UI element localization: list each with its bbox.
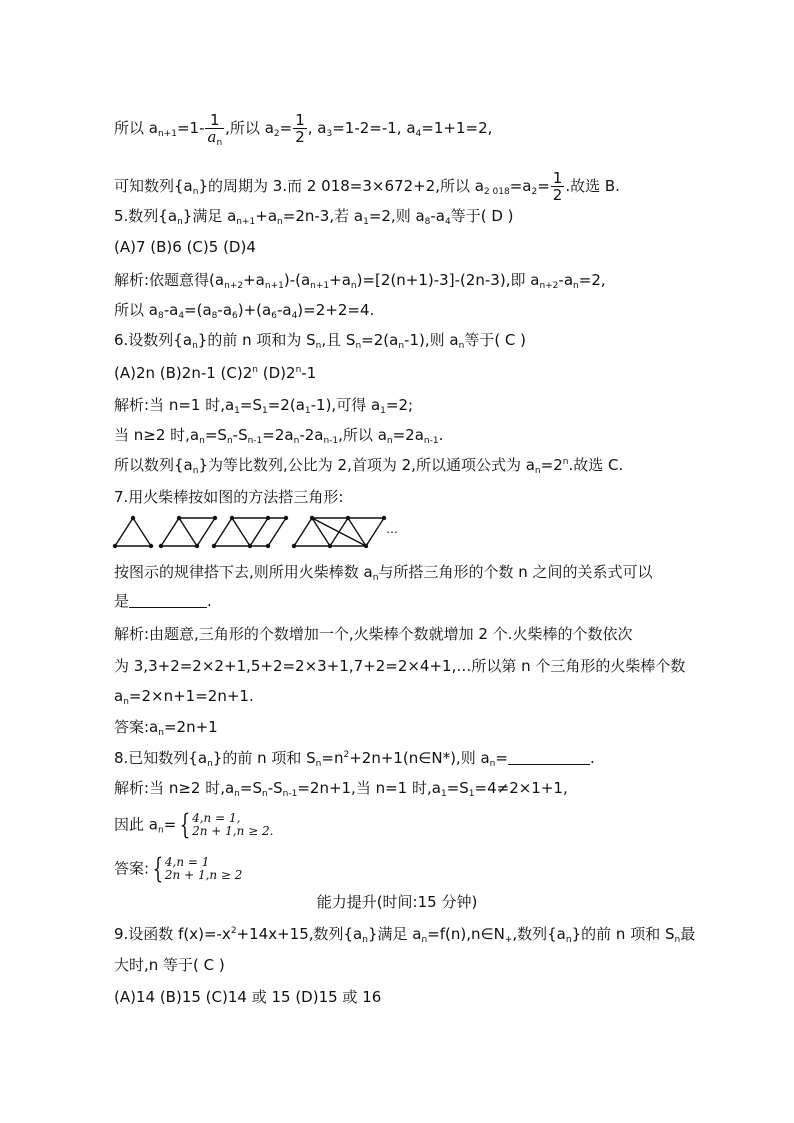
options-9: (A)14 (B)15 (C)14 或 15 (D)15 或 16 [114, 988, 382, 1006]
solution-line: 所以数列$\{a_n\}$为等比数列,公比为 2,首项为 2,所以通项公式为 $a_n=2^n$.故选 C. [114, 456, 624, 476]
question-7: 7.用火柴棒按如图的方法搭三角形: [114, 488, 344, 506]
triangle-row-3 [214, 518, 286, 546]
solution-line: 解析:由题意,三角形的个数增加一个,火柴棒个数就增加 2 个.火柴棒的个数依次 [114, 625, 633, 643]
options-5: (A)7 (B)6 (C)5 (D)4 [114, 238, 256, 256]
question-6: 6.设数列$\{a_n\}$的前 n 项和为 $S_n$,且 $S_n=2(a_n-1)$,则 $a_n$等于( C ) [114, 331, 527, 351]
solution-line: 为 3,3+2=2×2+1,5+2=2×3+1,7+2=2×4+1,…所以第 n 个三角形的火柴棒个数 [114, 657, 686, 675]
triangle-row-4 [294, 518, 384, 546]
solution-line: 解析:依题意得$(a_{n+2}+a_{n+1})-(a_{n+1}+a_n)=[2(n+1)-3]-(2n-3)$,即 $a_{n+2}-a_n=2$, [114, 271, 606, 291]
text-line: 可知数列$\{a_n\}$的周期为 3.而 2 018=3×672+2,所以 $a_{2 018}=a_2=$ $\frac{1}{2}$ .故选 B. [114, 169, 620, 204]
answer-blank[interactable] [508, 750, 590, 765]
brace: { [152, 852, 164, 885]
answer-blank[interactable] [129, 593, 207, 608]
question-9: 9.设函数 $f(x)=-x^2+14x+15$,数列$\{a_n\}$满足 $a_n=f(n),n\in N_+$,数列$\{a_n\}$的前 n 项和 $S_n$最 [114, 925, 696, 945]
question-7-blank-line: 是 . [114, 592, 212, 610]
ellipsis: … [386, 522, 398, 536]
solution-line: $a_n=2\times n+1=2n+1$. [114, 687, 254, 707]
answer-line-cases: 答案: { 4,n = 1 2n + 1,n ≥ 2 [114, 852, 243, 885]
text-line: 所以 $a_{n+1}=1-$ $\frac{1}{a_n}$ ,所以 $a_2=$ $\frac{1}{2}$ , $a_3=1-2=-1$, $a_4=1+1=2$, [114, 111, 493, 148]
question-7-text: 按图示的规律搭下去,则所用火柴棒数 $a_n$与所搭三角形的个数 n 之间的关系式可以 [114, 563, 653, 583]
question-9-cont: 大时,n 等于( C ) [114, 956, 225, 974]
question-5: 5.数列$\{a_n\}$满足 $a_{n+1}+a_n=2n-3$,若 $a_1=2$,则 $a_8-a_4$等于( D ) [114, 207, 514, 227]
answer-line: 答案$:a_n=2n+1$ [114, 718, 218, 738]
options-6: (A)2n (B)2n-1 (C)2$^n$ (D)2$^n$-1 [114, 364, 317, 382]
triangle-1 [115, 518, 151, 546]
brace: { [179, 808, 191, 841]
solution-line: 所以 $a_8-a_4=(a_8-a_6)+(a_6-a_4)=2+2=4$. [114, 301, 375, 321]
question-8: 8.已知数列$\{a_n\}$的前 n 项和 $S_n=n^2+2n+1(n\in N*)$,则 $a_n=$ . [114, 749, 595, 769]
solution-line: 解析:当 n≥2 时$,a_n=S_n-S_{n-1}=2n+1$,当 n=1 时$,a_1=S_1=4\ne 2\times 1+1$, [114, 779, 568, 799]
section-heading: 能力提升(时间:15 分钟) [316, 893, 478, 911]
solution-line-cases: 因此 $a_n=$ { 4,n = 1, 2n + 1,n ≥ 2. [114, 808, 274, 841]
piecewise-cases: 4,n = 1 2n + 1,n ≥ 2 [164, 855, 243, 882]
solution-line: 当 n≥2 时$,a_n=S_n-S_{n-1}=2a_n-2a_{n-1}$,所以 $a_n=2a_{n-1}$. [114, 426, 444, 446]
triangle-row-2 [161, 518, 215, 546]
fraction: $\frac{1}{2}$ [552, 169, 563, 204]
fraction: $\frac{1}{2}$ [295, 111, 305, 146]
solution-line: 解析:当 n=1 时$,a_1=S_1=2(a_1-1)$,可得 $a_1=2$; [114, 396, 414, 416]
fraction: $\frac{1}{a_n}$ [207, 111, 223, 148]
piecewise-cases: 4,n = 1, 2n + 1,n ≥ 2. [192, 811, 274, 838]
